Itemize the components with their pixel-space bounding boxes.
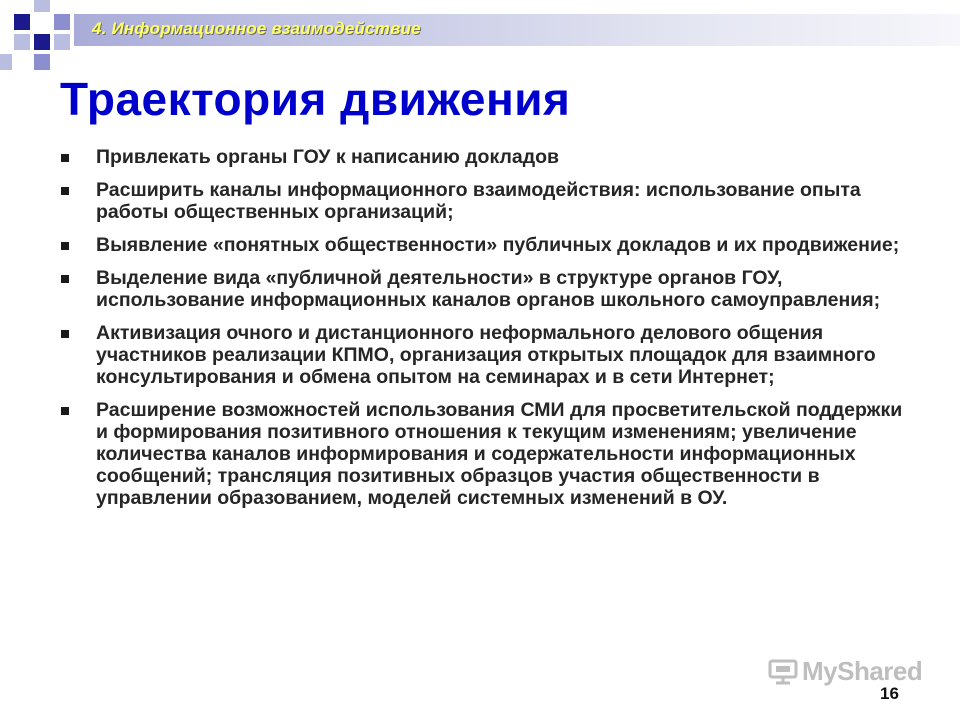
watermark <box>768 656 922 687</box>
list-item <box>58 399 908 509</box>
list-item <box>58 146 908 168</box>
bullet-text: Расширить каналы информационного взаимодействия: использование опыта работы общественных организаций; <box>96 179 861 223</box>
decor-square <box>54 34 70 50</box>
presentation-board-icon <box>768 659 798 685</box>
square-bullet-icon <box>61 187 69 195</box>
square-bullet-icon <box>61 154 69 162</box>
decor-square <box>34 0 50 12</box>
watermark-text: MyShared <box>802 656 923 686</box>
square-bullet-icon <box>61 242 69 250</box>
list-item <box>58 234 908 256</box>
section-label: 4. Информационное взаимодействие <box>92 19 421 38</box>
square-bullet-icon <box>61 330 69 338</box>
bullet-text: Расширение возможностей использования СМИ для просветительской поддержки и формирования позитивного отношения к текущим изменениям; увеличение количества каналов информирования и содержательности информационных сообщений; трансляция позитивных образцов участия общественности в управлении образованием, моделей системных изменений в ОУ. <box>96 399 903 509</box>
decor-square <box>0 54 12 70</box>
list-item <box>58 267 908 311</box>
bullet-text: Выделение вида «публичной деятельности» в структуре органов ГОУ, использование информационных каналов органов школьного самоуправления; <box>96 267 881 311</box>
bullet-text: Активизация очного и дистанционного неформального делового общения участников реализации КПМО, организация открытых площадок для взаимного консультирования и обмена опытом на семинарах и в сети Интернет; <box>96 322 876 388</box>
page-number: 16 <box>880 684 899 703</box>
page-title: Траектория движения <box>60 73 571 125</box>
bullet-text: Привлекать органы ГОУ к написанию докладов <box>96 146 559 168</box>
decor-square <box>34 34 50 50</box>
decor-square <box>54 14 70 30</box>
list-item <box>58 322 908 388</box>
decor-square <box>34 54 50 70</box>
square-bullet-icon <box>61 407 69 415</box>
bullet-text: Выявление «понятных общественности» публичных докладов и их продвижение; <box>96 234 900 256</box>
decor-square <box>14 34 30 50</box>
list-item <box>58 179 908 223</box>
square-bullet-icon <box>61 275 69 283</box>
bullet-list <box>58 146 908 520</box>
decor-square <box>14 14 30 30</box>
